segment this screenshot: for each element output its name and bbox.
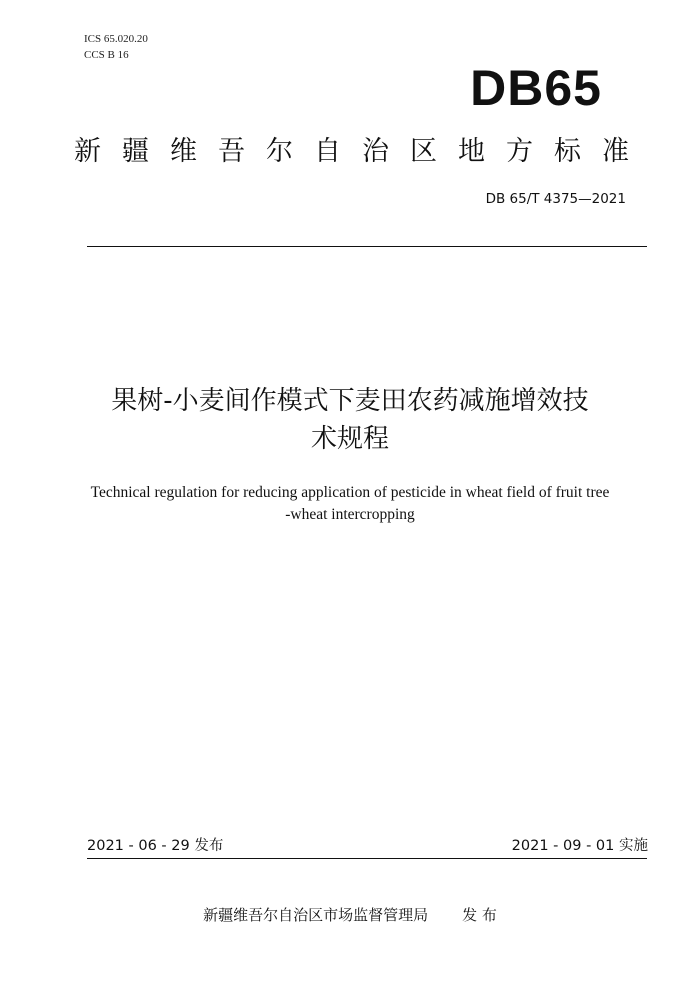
ccs-code: CCS B 16 [84, 49, 129, 61]
top-divider [87, 246, 647, 247]
chinese-title-line-2: 术规程 [310, 424, 389, 454]
issuer-action: 发 布 [462, 906, 497, 924]
issuer-name: 新疆维吾尔自治区市场监督管理局 [203, 906, 429, 924]
bottom-divider [87, 858, 647, 859]
issuing-authority [0, 904, 700, 926]
chinese-title-line-1: 果树-小麦间作模式下麦田农药减施增效技 [111, 386, 589, 416]
english-title-line-1: Technical regulation for reducing application of pesticide in wheat field of fruit tree [90, 484, 610, 501]
standard-type-heading: 新疆维吾尔自治区地方标准 [74, 136, 650, 167]
english-title-line-2: -wheat intercropping [285, 506, 415, 523]
english-title [60, 482, 640, 526]
issue-date: 2021 - 06 - 29 发布 [87, 838, 224, 854]
ics-code: ICS 65.020.20 [84, 33, 148, 45]
implementation-date: 2021 - 09 - 01 实施 [511, 838, 648, 854]
chinese-title [60, 382, 640, 458]
db65-logo: DB65 [470, 60, 602, 116]
standard-number: DB 65/T 4375—2021 [485, 191, 626, 207]
